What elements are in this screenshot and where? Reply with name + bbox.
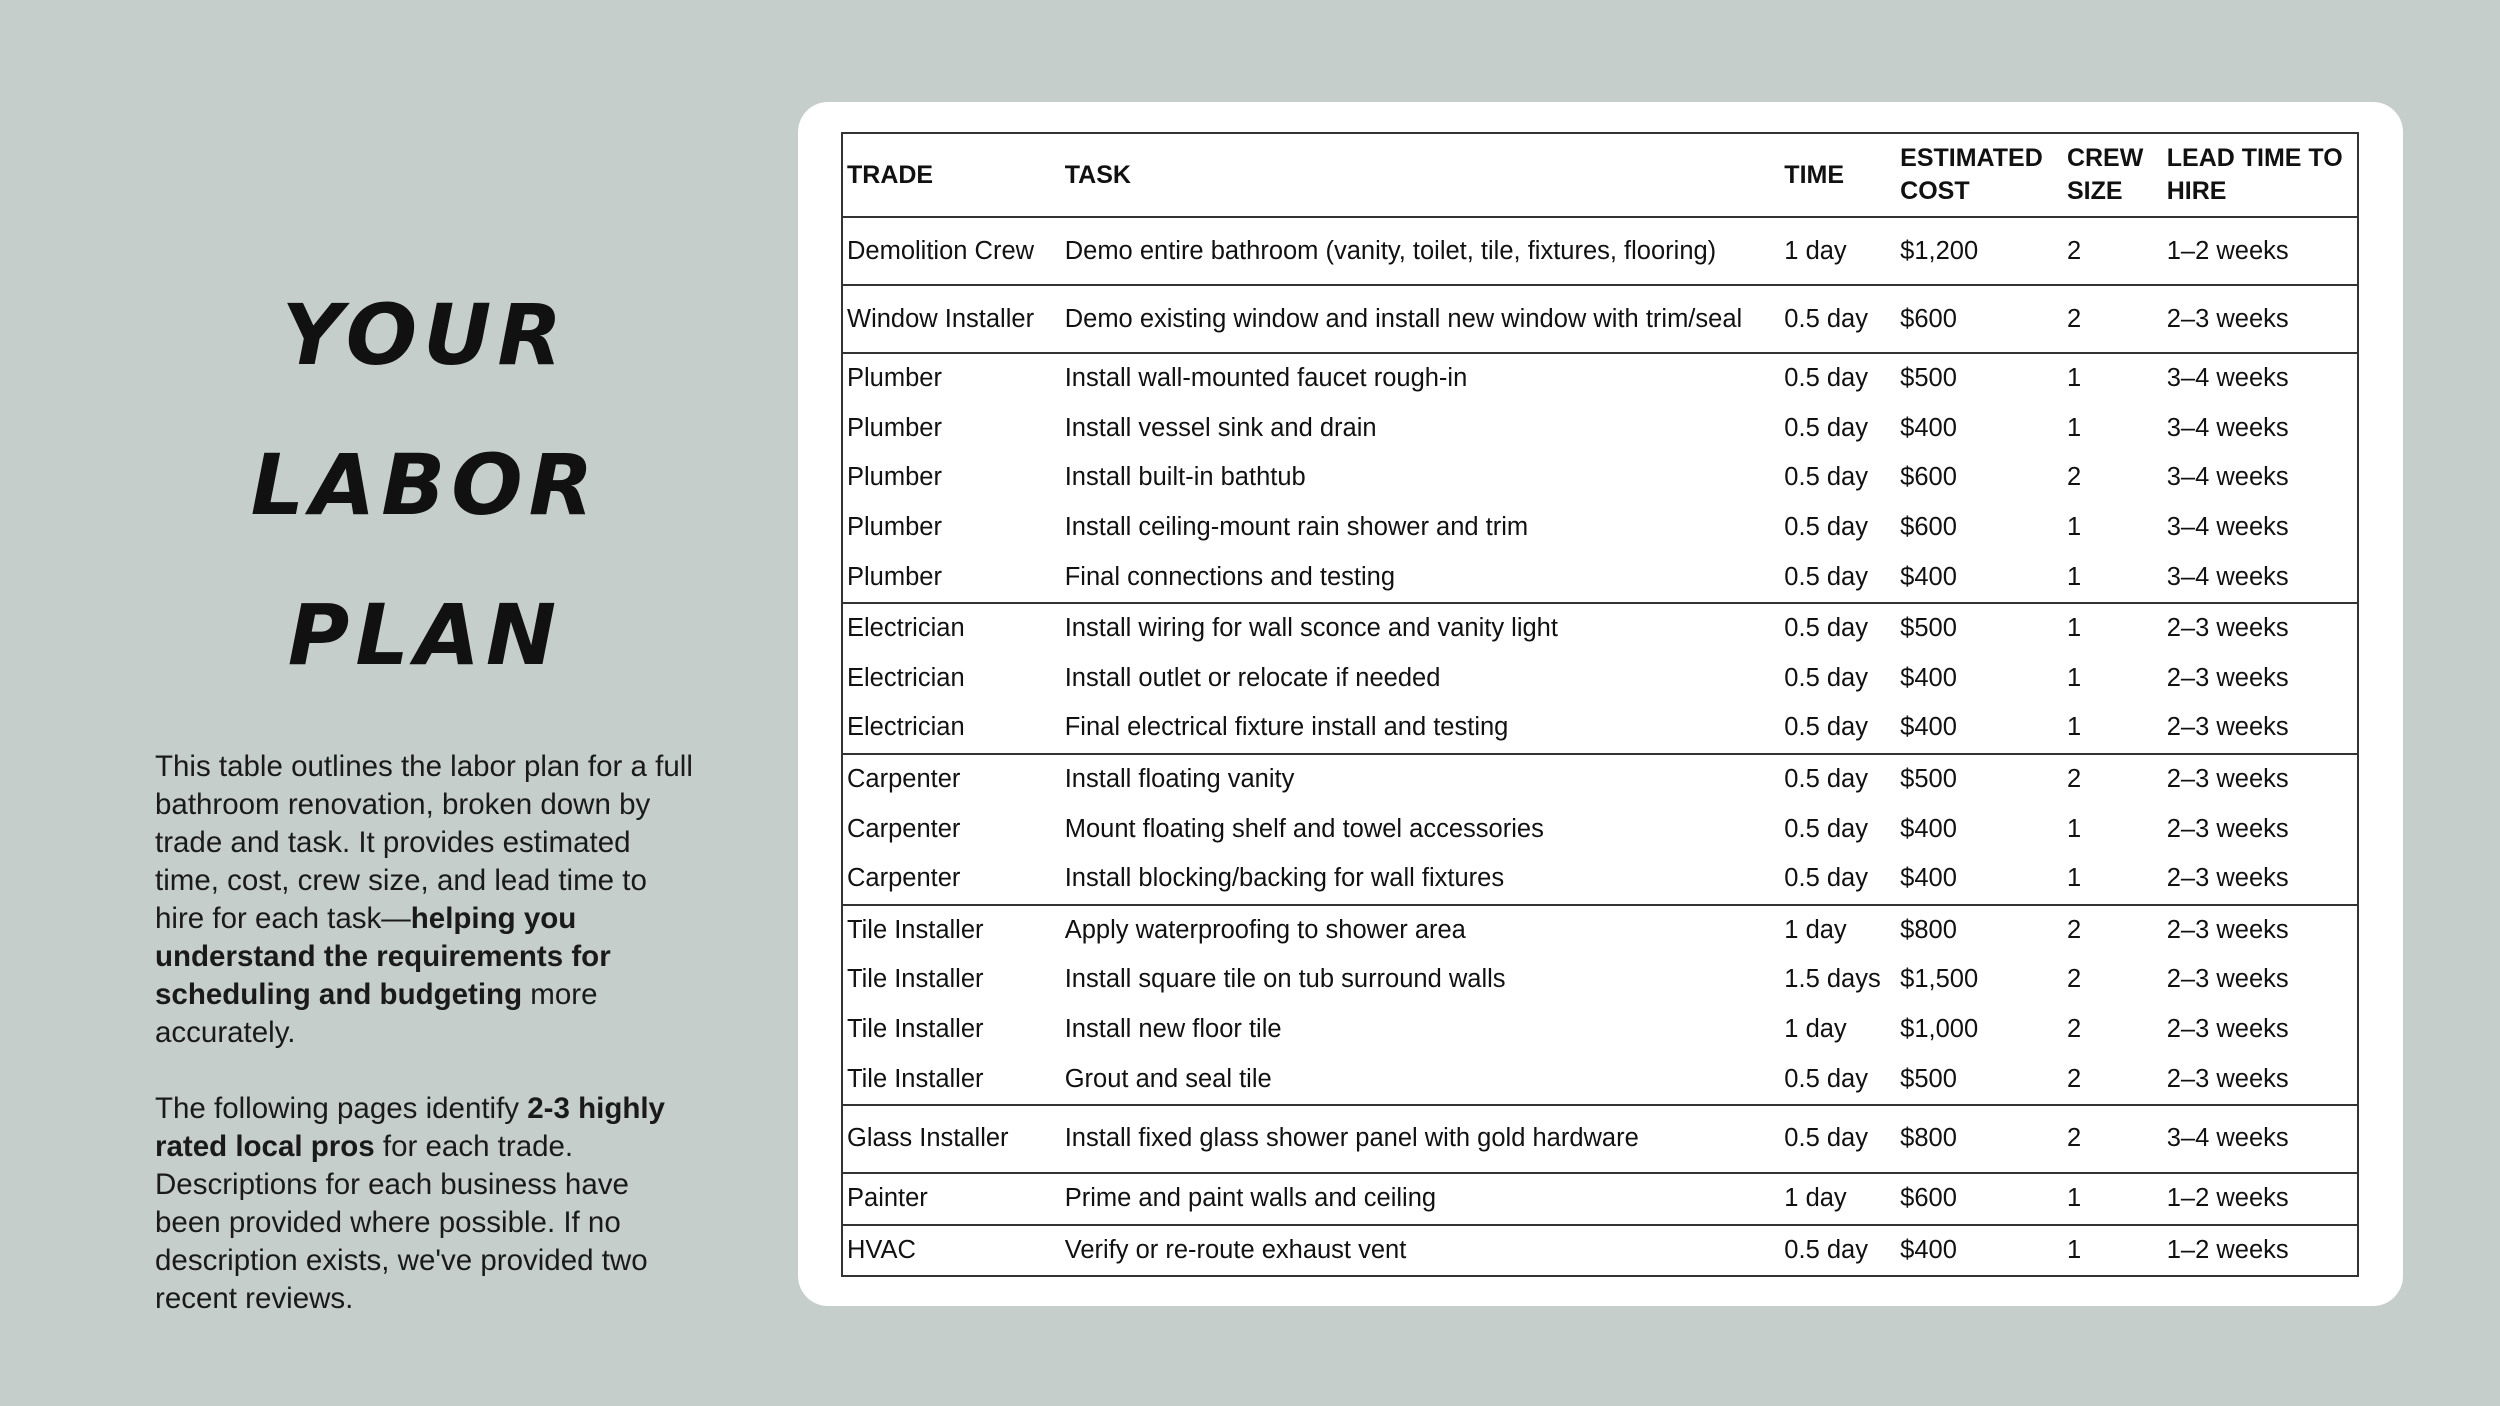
cell-trade: Carpenter (847, 864, 961, 893)
intro-paragraph-1 (155, 748, 695, 1052)
table-row (842, 217, 2358, 285)
page-title-line-1: YOUR LABOR (250, 286, 600, 534)
cell-time: 0.5 day (1784, 663, 1868, 692)
cell-lead: 2–3 weeks (2163, 905, 2358, 956)
cell-task: Install new floor tile (1064, 1015, 1282, 1044)
cell-task: Final connections and testing (1064, 562, 1396, 591)
cell-cost: $400 (1896, 1225, 2063, 1277)
cell-crew: 1 (2066, 864, 2082, 893)
cell-crew: 1 (2063, 1173, 2163, 1225)
cell-task: Install ceiling-mount rain shower and trim (1064, 513, 1529, 542)
cell-time: 1 day (1780, 1173, 1896, 1225)
page-title-line-2: PLAN (287, 586, 563, 684)
intro-panel (155, 260, 695, 1356)
header-time: TIME (1780, 133, 1896, 217)
cell-crew: 2 (2066, 236, 2082, 265)
cell-time: 0.5 day (1780, 285, 1896, 353)
cell-cost: $600 (1900, 513, 1957, 542)
cell-crew: 2 (2066, 965, 2082, 994)
cell-lead: 3–4 weeks (2166, 562, 2289, 591)
cell-time: 0.5 day (1780, 754, 1896, 805)
cell-task: Install vessel sink and drain (1064, 413, 1377, 442)
cell-task: Install floating vanity (1061, 754, 1781, 805)
cell-cost: $600 (1900, 463, 1957, 492)
table-row (842, 955, 2358, 1005)
cell-lead: 2–3 weeks (2166, 864, 2289, 893)
cell-cost: $1,200 (1900, 236, 1979, 265)
cell-cost: $600 (1896, 1173, 2063, 1225)
cell-crew: 2 (2063, 1105, 2163, 1173)
cell-crew: 1 (2063, 353, 2163, 404)
intro-p2-emphasis: 2-3 highly rated local pros (155, 1092, 665, 1163)
cell-task: Install outlet or relocate if needed (1064, 663, 1441, 692)
cell-lead: 3–4 weeks (2166, 513, 2289, 542)
labor-plan-table (841, 132, 2359, 1277)
cell-task: Verify or re-route exhaust vent (1061, 1225, 1781, 1277)
table-row (842, 353, 2358, 404)
table-row (842, 503, 2358, 553)
cell-trade: Tile Installer (847, 965, 984, 994)
cell-time: 0.5 day (1780, 1105, 1896, 1173)
cell-trade: Carpenter (847, 814, 961, 843)
intro-p1-end: more accurately. (155, 978, 598, 1049)
cell-lead: 1–2 weeks (2163, 1225, 2358, 1277)
table-row (842, 703, 2358, 754)
cell-task: Prime and paint walls and ceiling (1061, 1173, 1781, 1225)
cell-crew: 1 (2063, 1225, 2163, 1277)
cell-time: 0.5 day (1780, 603, 1896, 654)
cell-trade: Painter (842, 1173, 1061, 1225)
cell-trade: Tile Installer (847, 1015, 984, 1044)
cell-lead: 2–3 weeks (2166, 1064, 2289, 1093)
cell-trade: Plumber (847, 463, 942, 492)
cell-lead: 2–3 weeks (2166, 965, 2289, 994)
cell-trade: Tile Installer (842, 905, 1061, 956)
cell-cost: $400 (1900, 713, 1957, 742)
intro-p2-text: The following pages identify (155, 1092, 528, 1125)
table-row (842, 804, 2358, 854)
cell-cost: $400 (1900, 663, 1957, 692)
intro-text (155, 748, 695, 1318)
cell-lead: 2–3 weeks (2166, 713, 2289, 742)
cell-cost: $600 (1896, 285, 2063, 353)
cell-crew: 2 (2066, 463, 2082, 492)
cell-cost: $500 (1896, 754, 2063, 805)
table-row (842, 905, 2358, 956)
cell-lead: 1–2 weeks (2163, 1173, 2358, 1225)
table-row (842, 1173, 2358, 1225)
cell-time: 0.5 day (1784, 562, 1868, 591)
cell-task: Final electrical fixture install and testing (1064, 713, 1509, 742)
cell-crew: 1 (2066, 713, 2082, 742)
cell-trade: Electrician (847, 663, 965, 692)
cell-time: 0.5 day (1784, 814, 1868, 843)
cell-crew: 2 (2066, 1064, 2082, 1093)
cell-crew: 2 (2066, 1015, 2082, 1044)
cell-lead: 1–2 weeks (2166, 236, 2289, 265)
cell-lead: 3–4 weeks (2166, 463, 2289, 492)
cell-cost: $500 (1896, 353, 2063, 404)
cell-lead: 2–3 weeks (2166, 814, 2289, 843)
cell-time: 0.5 day (1784, 413, 1868, 442)
table-body (842, 217, 2358, 1276)
cell-lead: 3–4 weeks (2166, 413, 2289, 442)
table-row (842, 1225, 2358, 1277)
header-task: TASK (1061, 133, 1781, 217)
cell-cost: $800 (1896, 905, 2063, 956)
cell-crew: 2 (2063, 754, 2163, 805)
cell-lead: 2–3 weeks (2166, 1015, 2289, 1044)
table-header-row (842, 133, 2358, 217)
header-trade: TRADE (842, 133, 1061, 217)
cell-crew: 1 (2066, 814, 2082, 843)
table-row (842, 1105, 2358, 1173)
cell-task: Install blocking/backing for wall fixtures (1064, 864, 1505, 893)
table-row (842, 285, 2358, 353)
cell-crew: 2 (2063, 905, 2163, 956)
cell-time: 1 day (1780, 905, 1896, 956)
cell-lead: 3–4 weeks (2163, 1105, 2358, 1173)
cell-trade: Plumber (847, 413, 942, 442)
cell-task: Install wiring for wall sconce and vanity light (1061, 603, 1781, 654)
cell-time: 0.5 day (1780, 1225, 1896, 1277)
table-row (842, 754, 2358, 805)
header-lead-time: LEAD TIME TO HIRE (2163, 133, 2358, 217)
cell-task: Install fixed glass shower panel with gold hardware (1061, 1105, 1781, 1173)
cell-task: Demo entire bathroom (vanity, toilet, tile, fixtures, flooring) (1064, 236, 1717, 265)
cell-trade: Electrician (842, 603, 1061, 654)
cell-trade: Plumber (847, 562, 942, 591)
cell-task: Demo existing window and install new window with trim/seal (1061, 285, 1781, 353)
cell-lead: 2–3 weeks (2163, 285, 2358, 353)
intro-p1-emphasis: helping you understand the requirements for scheduling and budgeting (155, 902, 611, 1011)
intro-paragraph-2 (155, 1090, 695, 1318)
cell-time: 0.5 day (1784, 513, 1868, 542)
table-row (842, 603, 2358, 654)
cell-cost: $1,500 (1900, 965, 1979, 994)
cell-cost: $400 (1900, 864, 1957, 893)
table-row (842, 854, 2358, 905)
cell-crew: 1 (2066, 513, 2082, 542)
table-row (842, 404, 2358, 454)
table-row (842, 552, 2358, 603)
header-estimated-cost: ESTIMATED COST (1896, 133, 2063, 217)
cell-cost: $800 (1896, 1105, 2063, 1173)
header-crew-size: CREW SIZE (2063, 133, 2163, 217)
cell-cost: $500 (1896, 603, 2063, 654)
intro-p2-end: for each trade. Descriptions for each business have been provided where possible. If no description exists, we've provided two recent reviews. (155, 1130, 648, 1315)
cell-crew: 1 (2066, 562, 2082, 591)
cell-trade: HVAC (842, 1225, 1061, 1277)
cell-lead: 3–4 weeks (2163, 353, 2358, 404)
cell-time: 0.5 day (1784, 713, 1868, 742)
cell-crew: 1 (2066, 663, 2082, 692)
cell-trade: Plumber (842, 353, 1061, 404)
cell-time: 0.5 day (1784, 864, 1868, 893)
cell-time: 1 day (1784, 1015, 1847, 1044)
table-card (798, 102, 2403, 1306)
cell-trade: Plumber (847, 513, 942, 542)
table-row (842, 654, 2358, 704)
table-row (842, 1005, 2358, 1055)
cell-cost: $400 (1900, 562, 1957, 591)
cell-time: 1 day (1784, 236, 1847, 265)
cell-task: Grout and seal tile (1064, 1064, 1272, 1093)
cell-trade: Window Installer (842, 285, 1061, 353)
cell-trade: Tile Installer (847, 1064, 984, 1093)
cell-time: 0.5 day (1784, 1064, 1868, 1093)
cell-crew: 1 (2066, 413, 2082, 442)
cell-task: Install wall-mounted faucet rough-in (1061, 353, 1781, 404)
page-title (155, 260, 695, 710)
cell-time: 1.5 days (1784, 965, 1881, 994)
cell-task: Apply waterproofing to shower area (1061, 905, 1781, 956)
cell-cost: $400 (1900, 814, 1957, 843)
cell-trade: Demolition Crew (847, 236, 1035, 265)
cell-trade: Electrician (847, 713, 965, 742)
cell-task: Install built-in bathtub (1064, 463, 1306, 492)
cell-cost: $400 (1900, 413, 1957, 442)
cell-cost: $1,000 (1900, 1015, 1979, 1044)
cell-lead: 2–3 weeks (2166, 663, 2289, 692)
cell-trade: Carpenter (842, 754, 1061, 805)
cell-time: 0.5 day (1780, 353, 1896, 404)
table-row (842, 453, 2358, 503)
cell-lead: 2–3 weeks (2163, 754, 2358, 805)
table-row (842, 1054, 2358, 1105)
cell-cost: $500 (1900, 1064, 1957, 1093)
cell-time: 0.5 day (1784, 463, 1868, 492)
intro-p1-text: This table outlines the labor plan for a full bathroom renovation, broken down by trade and task. It provides estimated time, cost, crew size, and lead time to hire for each task— (155, 750, 693, 935)
cell-lead: 2–3 weeks (2163, 603, 2358, 654)
cell-crew: 2 (2063, 285, 2163, 353)
cell-task: Install square tile on tub surround walls (1064, 965, 1506, 994)
cell-task: Mount floating shelf and towel accessories (1064, 814, 1544, 843)
cell-crew: 1 (2063, 603, 2163, 654)
cell-trade: Glass Installer (842, 1105, 1061, 1173)
